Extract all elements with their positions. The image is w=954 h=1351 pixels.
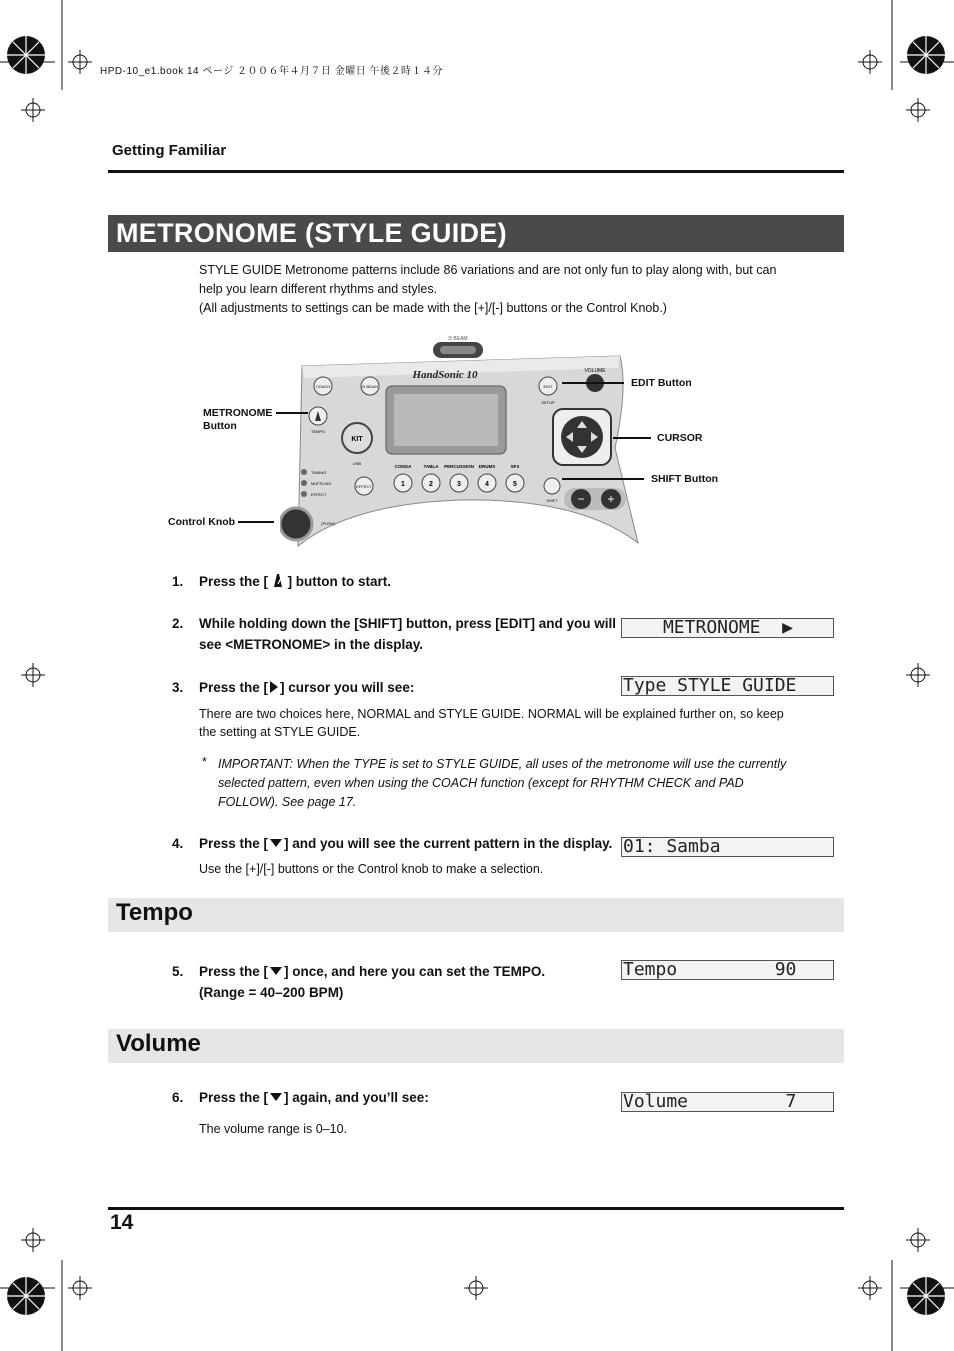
effect-button-label: EFFECT — [356, 484, 372, 489]
dbeam-label: D BEAM — [448, 336, 468, 342]
group-label-sfx: SFX — [510, 464, 520, 469]
intro-line: help you learn different rhythms and styles. — [199, 282, 438, 296]
lcd-tempo: Tempo 90 — [621, 960, 834, 980]
bottom-rule — [108, 1207, 844, 1210]
step-number: 1. — [172, 574, 184, 589]
step-number: 3. — [172, 680, 184, 695]
edit-panel-label: EDIT — [543, 384, 553, 389]
note-line: FOLLOW). See page 17. — [218, 795, 357, 809]
metronome-button-callout — [203, 407, 272, 433]
volume-heading-bar — [108, 1029, 844, 1063]
kit-label: KIT — [351, 436, 363, 443]
step-3-body — [199, 705, 784, 741]
step-5-text — [199, 961, 545, 1003]
step-text-line: (Range = 40–200 BPM) — [199, 985, 344, 1000]
body-line: There are two choices here, NORMAL and STYLE GUIDE. NORMAL will be explained further on, so keep — [199, 707, 784, 721]
cursor-leader-line — [613, 437, 651, 439]
step-2-text — [199, 613, 616, 655]
svg-text:−: − — [577, 492, 585, 506]
step-text-part: ] button to start. — [287, 574, 392, 589]
shift-button-callout: SHIFT Button — [651, 473, 719, 485]
volume-label: VOLUME — [584, 368, 606, 374]
lcd-volume: Volume 7 — [621, 1092, 834, 1112]
push-label: (PUSH) — [321, 521, 335, 526]
title-bar — [108, 215, 844, 252]
group-label-tabla: TABLA — [423, 464, 439, 469]
shift-leader-line — [562, 478, 644, 480]
effect-label: EFFECT — [311, 492, 327, 497]
group-label-conga: CONGA — [394, 464, 412, 469]
tempo-heading: Tempo — [116, 899, 193, 926]
setup-label: SETUP — [541, 400, 555, 405]
dbeam-button-label: D BEAM — [362, 384, 378, 389]
tempo-heading-bar — [108, 898, 844, 932]
cursor-right-icon — [270, 681, 278, 693]
pad-button-3: 3 — [457, 481, 461, 488]
step-text-part: ] cursor you will see: — [280, 680, 415, 695]
step-text-part: Press the [ — [199, 574, 269, 589]
brand-logo: HandSonic 10 — [412, 369, 478, 381]
intro-line: (All adjustments to settings can be made with the [+]/[-] buttons or the Control Knob.) — [199, 301, 667, 315]
step-number: 4. — [172, 836, 184, 851]
shift-panel-label: SHIFT — [546, 498, 558, 503]
step-text-part: ] once, and here you can set the TEMPO. — [284, 964, 546, 979]
coach-label: COACH — [315, 384, 331, 389]
step-text-part: Press the [ — [199, 1090, 269, 1105]
lcd-type: Type STYLE GUIDE — [621, 676, 834, 696]
step-6-body: The volume range is 0–10. — [199, 1122, 348, 1136]
edit-leader-line — [562, 382, 624, 384]
pad-button-2: 2 — [429, 481, 433, 488]
note-line: selected pattern, even when using the COACH function (except for RHYTHM CHECK and PAD — [218, 776, 744, 790]
page-title: METRONOME (STYLE GUIDE) — [116, 218, 507, 248]
step-1-text — [199, 571, 391, 592]
step-text-part: Press the [ — [199, 680, 269, 695]
cursor-down-icon — [270, 839, 282, 847]
note-line: IMPORTANT: When the TYPE is set to STYLE GUIDE, all uses of the metronome will use the currently — [218, 757, 787, 771]
control-knob-leader-line — [238, 521, 274, 523]
cursor-down-icon — [270, 967, 282, 975]
step-number: 6. — [172, 1090, 184, 1105]
cursor-down-icon — [270, 1093, 282, 1101]
group-label-percussion: PERCUSSION — [444, 464, 474, 469]
body-line: the setting at STYLE GUIDE. — [199, 725, 361, 739]
cursor-callout: CURSOR — [657, 432, 703, 444]
lcd-metronome: METRONOME ▶ — [621, 618, 834, 638]
step-number: 2. — [172, 616, 184, 631]
tuning-label: TUNING — [311, 470, 327, 475]
step-number: 5. — [172, 964, 184, 979]
important-note — [218, 755, 788, 812]
step-6-text — [199, 1087, 429, 1108]
step-4-text — [199, 833, 612, 854]
step-text-part: Press the [ — [199, 836, 269, 851]
metronome-callout-line1: METRONOME — [203, 407, 273, 419]
step-text-part: ] again, and you’ll see: — [284, 1090, 429, 1105]
tempo-label: TEMPO — [310, 429, 326, 434]
step-4-body: Use the [+]/[-] buttons or the Control knob to make a selection. — [199, 862, 544, 876]
step-text-part: Press the [ — [199, 964, 269, 979]
usb-label: USB — [352, 461, 362, 466]
lcd-pattern: 01: Samba — [621, 837, 834, 857]
edit-button-callout: EDIT Button — [631, 377, 692, 389]
volume-heading: Volume — [116, 1030, 201, 1057]
section-label: Getting Familiar — [112, 142, 227, 159]
metronome-icon — [272, 573, 284, 588]
device-diagram — [280, 328, 650, 550]
intro-line: STYLE GUIDE Metronome patterns include 86 variations and are not only fun to play along with, but can — [199, 263, 777, 277]
top-rule — [108, 170, 844, 173]
metronome-leader-line — [276, 412, 308, 414]
intro-paragraph — [199, 261, 799, 318]
step-text-part: ] and you will see the current pattern in the display. — [284, 836, 613, 851]
group-label-drums: DRUMS — [478, 464, 496, 469]
step-text-line: While holding down the [SHIFT] button, press [EDIT] and you will — [199, 616, 616, 631]
metronome-callout-line2: Button — [203, 420, 237, 432]
svg-text:+: + — [607, 492, 615, 506]
pad-button-4: 4 — [485, 481, 489, 488]
control-knob-callout: Control Knob — [168, 516, 236, 528]
page-number: 14 — [110, 1211, 134, 1234]
muffling-label: MUFFLING — [311, 481, 332, 486]
pad-button-1: 1 — [401, 481, 405, 488]
note-asterisk: * — [202, 755, 207, 769]
step-text-line: see <METRONOME> in the display. — [199, 637, 424, 652]
step-3-text — [199, 677, 414, 698]
pad-button-5: 5 — [513, 481, 517, 488]
print-header: HPD-10_e1.book 14 ページ ２００６年４月７日 金曜日 午後２時１４分 — [100, 66, 444, 77]
